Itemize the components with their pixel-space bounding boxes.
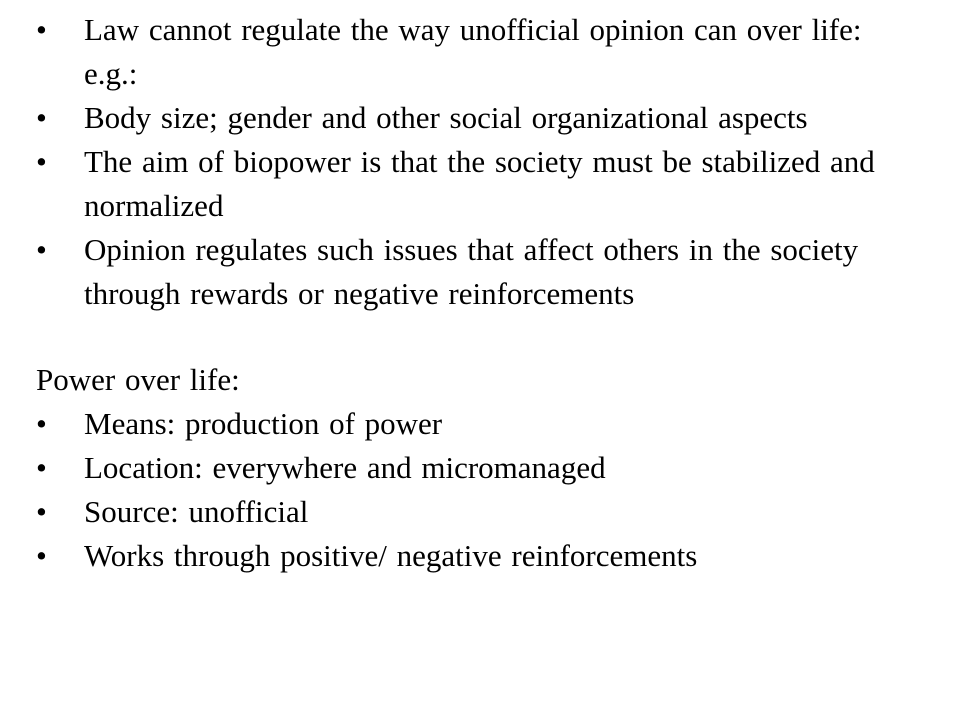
bullet-icon: • — [36, 406, 47, 441]
bullet-icon: • — [36, 538, 47, 573]
bullet-list-biopower — [36, 8, 916, 316]
bullet-list-power-over-life — [36, 402, 916, 578]
bullet-item — [36, 402, 916, 446]
bullet-text: Law cannot regulate the way unofficial opinion can over life: e.g.: — [84, 12, 862, 91]
bullet-item — [36, 140, 916, 228]
bullet-icon: • — [36, 100, 47, 135]
bullet-icon: • — [36, 144, 47, 179]
slide-text-body — [36, 8, 916, 578]
bullet-text: Means: production of power — [84, 406, 443, 441]
bullet-icon: • — [36, 232, 47, 267]
bullet-item — [36, 96, 916, 140]
bullet-text: Source: unofficial — [84, 494, 309, 529]
bullet-text: Body size; gender and other social organizational aspects — [84, 100, 808, 135]
bullet-item — [36, 534, 916, 578]
bullet-text: Works through positive/ negative reinforcements — [84, 538, 698, 573]
bullet-item — [36, 228, 916, 316]
bullet-text: Opinion regulates such issues that affect others in the society through rewards or negative reinforcements — [84, 232, 859, 311]
bullet-icon: • — [36, 450, 47, 485]
section-heading: Power over life: — [36, 362, 240, 397]
section-spacer — [36, 316, 916, 358]
bullet-item — [36, 490, 916, 534]
bullet-item — [36, 446, 916, 490]
bullet-text: Location: everywhere and micromanaged — [84, 450, 606, 485]
bullet-item — [36, 8, 916, 96]
bullet-text: The aim of biopower is that the society must be stabilized and normalized — [84, 144, 875, 223]
bullet-icon: • — [36, 12, 47, 47]
bullet-icon: • — [36, 494, 47, 529]
